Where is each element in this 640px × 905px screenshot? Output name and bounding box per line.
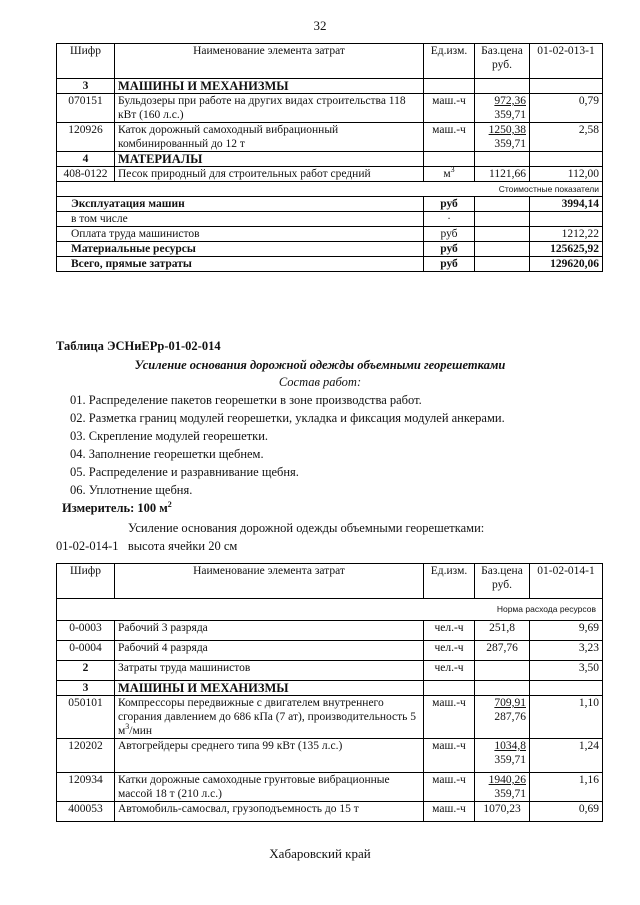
summary-unit: ·: [424, 212, 475, 227]
row-code: 050101: [57, 696, 115, 739]
table-caption: Таблица ЭСНиЕРр-01-02-014: [56, 339, 221, 353]
row-name: Компрессоры передвижные с двигателем внутреннего сгорания давлением до 686 кПа (7 ат), производительность 5 $м^3$/мин: [115, 696, 424, 739]
row-unit: маш.-ч: [424, 696, 475, 739]
col-price: Баз.цена руб.: [475, 44, 530, 79]
section-row: [57, 681, 603, 696]
row-value: 2,58: [530, 123, 603, 152]
resource-table-01-02-014-1: [56, 563, 603, 822]
row-value: 3,50: [530, 661, 603, 681]
table-header: [57, 564, 603, 599]
row-value: 1,24: [530, 739, 603, 773]
summary-name: Эксплуатация машин: [57, 197, 424, 212]
col-price: Баз.цена руб.: [475, 564, 530, 599]
section-row: [57, 152, 603, 167]
col-unit: Ед.изм.: [424, 564, 475, 599]
summary-unit: руб: [424, 227, 475, 242]
section-title: МАШИНЫ И МЕХАНИЗМЫ: [115, 681, 424, 696]
row-unit: маш.-ч: [424, 802, 475, 822]
row-unit: маш.-ч: [424, 94, 475, 123]
row-name: Песок природный для строительных работ средний: [115, 167, 424, 182]
subheader-row: [57, 599, 603, 621]
section-num: 4: [57, 152, 115, 167]
col-unit: Ед.изм.: [424, 44, 475, 79]
row-unit: маш.-ч: [424, 773, 475, 802]
summary-unit: руб: [424, 242, 475, 257]
summary-name: Оплата труда машинистов: [57, 227, 424, 242]
col-name: Наименование элемента затрат: [115, 44, 424, 79]
table-row: [57, 641, 603, 661]
row-unit: чел.-ч: [424, 661, 475, 681]
table-row: [57, 739, 603, 773]
col-norm: 01-02-013-1: [530, 44, 603, 79]
summary-name: Всего, прямые затраты: [57, 257, 424, 272]
summary-unit: руб: [424, 257, 475, 272]
row-name: Рабочий 4 разряда: [115, 641, 424, 661]
summary-row: [57, 197, 603, 212]
table-row: [57, 94, 603, 123]
row-price: 1070,23: [475, 802, 530, 822]
section-row: [57, 79, 603, 94]
composition-title: Состав работ:: [278, 375, 362, 389]
row-value: 1,16: [530, 773, 603, 802]
row-code: 408-0122: [57, 167, 115, 182]
section-title: МАТЕРИАЛЫ: [115, 152, 424, 167]
work-item: 06. Уплотнение щебня.: [70, 483, 193, 497]
section-num: 3: [57, 79, 115, 94]
section-title: МАШИНЫ И МЕХАНИЗМЫ: [115, 79, 424, 94]
summary-row: [57, 242, 603, 257]
work-item: 02. Разметка границ модулей георешетки, укладка и фиксация модулей анкерами.: [70, 411, 505, 425]
row-value: 1,10: [530, 696, 603, 739]
col-code: Шифр: [57, 564, 115, 599]
section-num: 3: [57, 681, 115, 696]
row-code: 2: [57, 661, 115, 681]
table-header: [57, 44, 603, 79]
row-name: Затраты труда машинистов: [115, 661, 424, 681]
row-name: Катки дорожные самоходные грунтовые вибрационные массой 18 т (210 л.с.): [115, 773, 424, 802]
table-row: [57, 773, 603, 802]
col-name: Наименование элемента затрат: [115, 564, 424, 599]
row-unit: $м^3$: [424, 167, 475, 182]
row-unit: маш.-ч: [424, 739, 475, 773]
row-price: 709,91 287,76: [475, 696, 530, 739]
row-unit: маш.-ч: [424, 123, 475, 152]
row-value: 3,23: [530, 641, 603, 661]
page-number: 32: [313, 18, 327, 33]
col-norm: 01-02-014-1: [530, 564, 603, 599]
section-heading: Усиление основания дорожной одежды объемными георешетками: [134, 358, 506, 372]
row-unit: чел.-ч: [424, 641, 475, 661]
row-value: 112,00: [530, 167, 603, 182]
row-code: 0-0003: [57, 621, 115, 641]
summary-row: [57, 212, 603, 227]
row-code: 0-0004: [57, 641, 115, 661]
row-name: Бульдозеры при работе на других видах строительства 118 кВт (160 л.с.): [115, 94, 424, 123]
row-price: 1250,38 359,71: [475, 123, 530, 152]
row-price: 251,8: [475, 621, 530, 641]
summary-value: 129620,06: [530, 257, 603, 272]
row-code: 070151: [57, 94, 115, 123]
row-code: 120934: [57, 773, 115, 802]
table-row: [57, 696, 603, 739]
resource-table-01-02-013-1: [56, 43, 603, 272]
work-item: 05. Распределение и разравнивание щебня.: [70, 465, 299, 479]
summary-value: 1212,22: [530, 227, 603, 242]
page-footer: Хабаровский край: [269, 846, 371, 861]
table-row: [57, 621, 603, 641]
summary-unit: руб: [424, 197, 475, 212]
row-price: 1121,66: [475, 167, 530, 182]
summary-name: Материальные ресурсы: [57, 242, 424, 257]
summary-value: 125625,92: [530, 242, 603, 257]
summary-row: [57, 257, 603, 272]
meter-label: Измеритель: 100 $м^2$: [62, 499, 172, 515]
work-item: 04. Заполнение георешетки щебнем.: [70, 447, 264, 461]
subheader: Стоимостные показатели: [57, 182, 603, 197]
row-code: 400053: [57, 802, 115, 822]
subheader-row: [57, 182, 603, 197]
table-row: [57, 661, 603, 681]
summary-value: 3994,14: [530, 197, 603, 212]
work-item: 01. Распределение пакетов георешетки в зоне производства работ.: [70, 393, 422, 407]
work-description: Усиление основания дорожной одежды объемными георешетками:: [128, 521, 485, 535]
row-unit: чел.-ч: [424, 621, 475, 641]
row-price: 1940,26 359,71: [475, 773, 530, 802]
summary-name: в том числе: [57, 212, 424, 227]
work-item: 03. Скрепление модулей георешетки.: [70, 429, 269, 443]
row-price: 287,76: [475, 641, 530, 661]
table-row: [57, 167, 603, 182]
summary-value: [530, 212, 603, 227]
row-code: 120926: [57, 123, 115, 152]
row-value: 0,79: [530, 94, 603, 123]
col-code: Шифр: [57, 44, 115, 79]
row-name: Рабочий 3 разряда: [115, 621, 424, 641]
row-name: Автомобиль-самосвал, грузоподъемность до 15 т: [115, 802, 424, 822]
row-price: 972,36 359,71: [475, 94, 530, 123]
subheader: Норма расхода ресурсов: [57, 599, 603, 621]
table-row: [57, 123, 603, 152]
row-name: Автогрейдеры среднего типа 99 кВт (135 л.с.): [115, 739, 424, 773]
row-name: Каток дорожный самоходный вибрационный комбинированный до 12 т: [115, 123, 424, 152]
norm-code-line: 01-02-014-1 высота ячейки 20 см: [56, 539, 238, 553]
row-value: 0,69: [530, 802, 603, 822]
table-row: [57, 802, 603, 822]
row-price: 1034,8 359,71: [475, 739, 530, 773]
row-code: 120202: [57, 739, 115, 773]
row-value: 9,69: [530, 621, 603, 641]
summary-row: [57, 227, 603, 242]
